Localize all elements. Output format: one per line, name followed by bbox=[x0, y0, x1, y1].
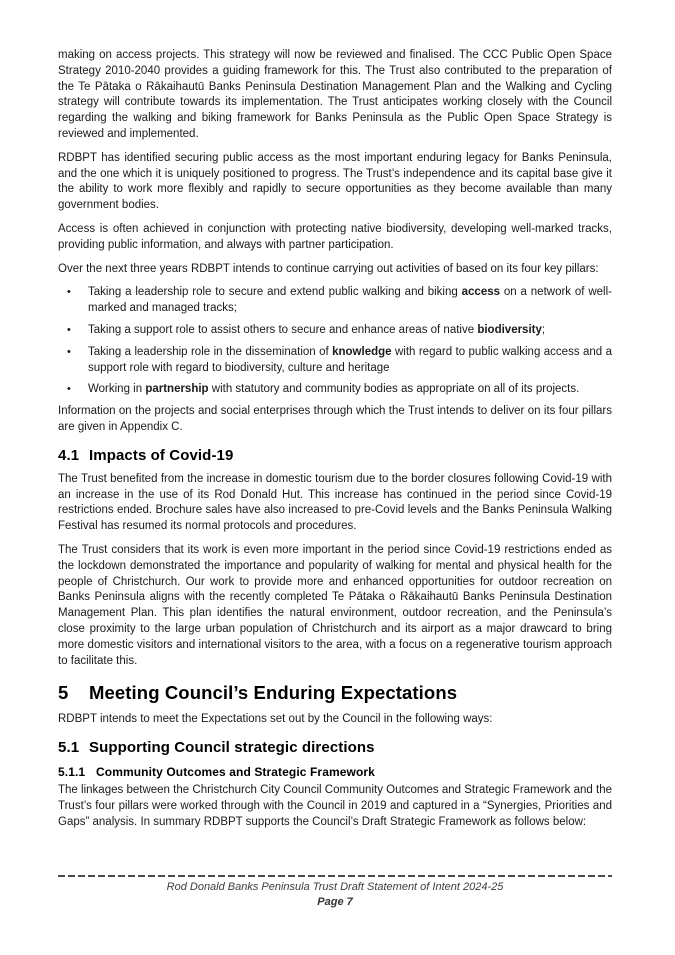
heading-text: Impacts of Covid-19 bbox=[89, 446, 234, 464]
text-run: ; bbox=[541, 323, 546, 336]
paragraph bbox=[58, 783, 612, 830]
bold-text-run: knowledge bbox=[332, 345, 392, 358]
section-heading-5-1 bbox=[58, 738, 612, 757]
section-heading-5-1-1 bbox=[58, 765, 612, 780]
bullet-item bbox=[58, 323, 612, 339]
bullet-icon: • bbox=[67, 286, 71, 299]
paragraph bbox=[58, 262, 612, 278]
text-run: The Trust benefited from the increase in domestic tourism due to the border closures following Covid-19 with an increase in the use of its Rod Donald Hut. This increase has continued in the period since Covid-19 restrictions ended. Brochure sales have also increased to pre-Covid levels and the Banks Peninsula Walking Festival has resumed its normal protocols and procedures. bbox=[58, 472, 612, 533]
text-run: RDBPT has identified securing public access as the most important enduring legacy for Banks Peninsula, and the one which it is uniquely positioned to progress. The Trust’s independence and its capital base give it the ability to work more flexibly and rapidly to secure opportunities as they become available than many government bodies. bbox=[58, 151, 612, 212]
heading-text: Meeting Council’s Enduring Expectations bbox=[89, 682, 458, 704]
text-run: Working in bbox=[88, 383, 146, 396]
footer-doc-title: Rod Donald Banks Peninsula Trust Draft Statement of Intent 2024-25 bbox=[166, 881, 504, 893]
paragraph bbox=[58, 712, 612, 728]
heading-number: 5.1.1 bbox=[58, 765, 86, 780]
text-run: with statutory and community bodies as appropriate on all of its projects. bbox=[208, 383, 580, 396]
text-run: RDBPT intends to meet the Expectations set out by the Council in the following ways: bbox=[58, 713, 493, 726]
text-run: making on access projects. This strategy will now be reviewed and finalised. The CCC Public Open Space Strategy 2010-2040 provides a guiding framework for this. The Trust also contributed to the preparation of the Te Pātaka o Rākaihautū Banks Peninsula Destination Management Plan and the Walking and Cycling strategy will contribute towards its implementation. The Trust anticipates working closely with the Council regarding the walking and biking framework for Banks Peninsula as the Public Open Space Strategy is reviewed and implemented. bbox=[58, 49, 612, 140]
bullet-text bbox=[88, 345, 612, 377]
bullet-list bbox=[58, 285, 612, 398]
heading-text: Community Outcomes and Strategic Framework bbox=[96, 765, 375, 780]
bullet-item bbox=[58, 345, 612, 377]
bullet-text bbox=[88, 285, 612, 317]
text-run: Information on the projects and social enterprises through which the Trust intends to deliver on its four pillars are given in Appendix C. bbox=[58, 405, 612, 433]
paragraph bbox=[58, 48, 612, 143]
heading-number: 5 bbox=[58, 682, 69, 704]
section-heading-5 bbox=[58, 682, 612, 704]
footer-divider bbox=[58, 875, 612, 877]
heading-number: 4.1 bbox=[58, 446, 80, 464]
heading-number: 5.1 bbox=[58, 739, 80, 757]
paragraph bbox=[58, 543, 612, 669]
bullet-text bbox=[88, 382, 612, 398]
text-run: Access is often achieved in conjunction with protecting native biodiversity, developing well-marked tracks, providing public information, and always with partner participation. bbox=[58, 222, 612, 251]
bold-text-run: access bbox=[461, 286, 501, 299]
paragraph bbox=[58, 222, 612, 254]
text-run: Over the next three years RDBPT intends to continue carrying out activities of based on its four key pillars: bbox=[58, 262, 599, 275]
text-run: with regard to public walking access and a support role with regard to biodiversity, culture and heritage bbox=[88, 345, 612, 374]
bold-text-run: biodiversity bbox=[477, 323, 542, 336]
paragraph bbox=[58, 404, 612, 436]
heading-text: Supporting Council strategic directions bbox=[89, 739, 375, 757]
text-run: on a network of well-marked and managed tracks; bbox=[88, 286, 612, 315]
bullet-icon: • bbox=[67, 323, 71, 336]
text-run: The linkages between the Christchurch City Council Community Outcomes and Strategic Framework and the Trust’s four pillars were worked through with the Council in 2019 and captured in a “Synergies, Priorities and Gaps” analysis. In summary RDBPT supports the Council’s Draft Strategic Framework as follows below: bbox=[58, 784, 612, 828]
bold-text-run: partnership bbox=[145, 383, 209, 396]
section-heading-4-1 bbox=[58, 446, 612, 465]
document-body bbox=[58, 48, 612, 838]
footer-page-number: Page 7 bbox=[317, 895, 353, 908]
bullet-item bbox=[58, 382, 612, 398]
bullet-item bbox=[58, 285, 612, 317]
bullet-text bbox=[88, 323, 612, 339]
paragraph bbox=[58, 151, 612, 214]
text-run: Taking a support role to assist others to secure and enhance areas of native bbox=[88, 323, 478, 336]
bullet-icon: • bbox=[67, 383, 71, 396]
text-run: The Trust considers that its work is even more important in the period since Covid-19 restrictions ended as the lockdown demonstrated the importance and popularity of walking for mental and physical health for the people of Christchurch. Our work to provide more and enhanced opportunities for outdoor recreation on Banks Peninsula aligns with the recently completed Te Pātaka o Rākaihautū Banks Peninsula Destination Management Plan. This plan identifies the natural environment, outdoor recreation, and the Peninsula’s close proximity to the large urban population of Christchurch and its airport as a major drawcard to bring more domestic visitors and international visitors to the area, with a focus on a regenerative tourism approach to facilitate this. bbox=[58, 543, 612, 667]
bullet-icon: • bbox=[67, 345, 71, 358]
paragraph bbox=[58, 472, 612, 535]
text-run: Taking a leadership role to secure and extend public walking and biking bbox=[88, 286, 462, 299]
text-run: Taking a leadership role in the dissemination of bbox=[88, 345, 333, 358]
page-footer bbox=[58, 875, 612, 909]
